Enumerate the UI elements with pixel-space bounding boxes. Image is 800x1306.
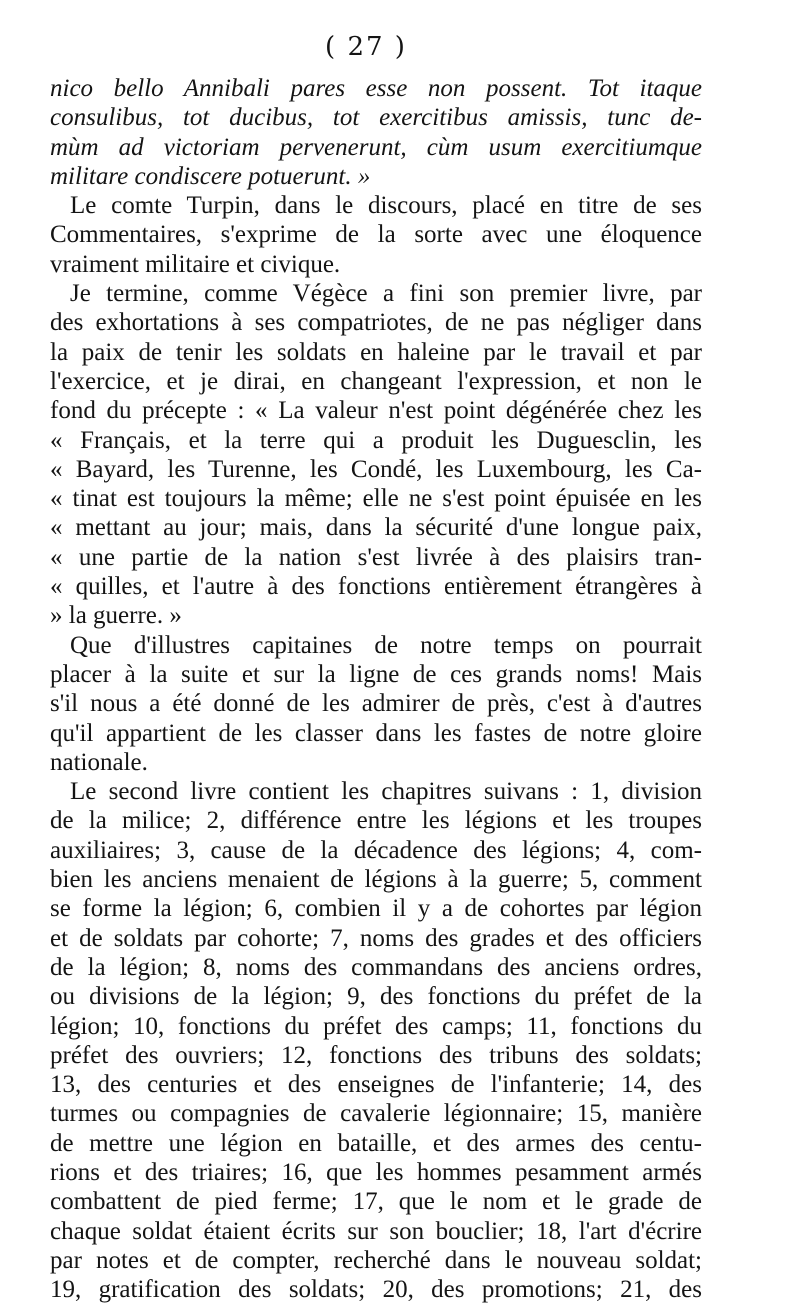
text-line: par notes et de compter, recherché dans le nouveau soldat; bbox=[50, 1246, 702, 1274]
text-line: vraiment militaire et civique. bbox=[50, 250, 341, 278]
text-line: bien les anciens menaient de légions à la guerre; 5, comment bbox=[50, 866, 702, 894]
text-line: la paix de tenir les soldats en haleine par le travail et par bbox=[50, 338, 702, 366]
text-line: 13, des centuries et des enseignes de l'infanterie; 14, des bbox=[50, 1071, 702, 1099]
text-line: Le comte Turpin, dans le discours, placé en titre de ses bbox=[70, 192, 702, 220]
text-line: « mettant au jour; mais, dans la sécurité d'une longue paix, bbox=[50, 514, 702, 542]
text-line: « quilles, et l'autre à des fonctions entièrement étrangères à bbox=[50, 573, 702, 601]
text-line: s'il nous a été donné de les admirer de près, c'est à d'autres bbox=[50, 690, 702, 718]
paragraph-illustres bbox=[50, 631, 704, 777]
text-line: nationale. bbox=[50, 748, 148, 776]
text-line: fond du précepte : « La valeur n'est point dégénérée chez les bbox=[50, 397, 702, 425]
text-line: ou divisions de la légion; 9, des fonctions du préfet de la bbox=[50, 983, 702, 1011]
text-line: nico bello Annibali pares esse non possent. Tot itaque bbox=[50, 75, 702, 102]
text-line: Commentaires, s'exprime de la sorte avec une éloquence bbox=[50, 221, 702, 249]
paragraph-second-livre bbox=[50, 777, 704, 1304]
text-line: Le second livre contient les chapitres suivans : 1, division bbox=[70, 778, 702, 806]
text-line: légion; 10, fonctions du préfet des camps; 11, fonctions du bbox=[50, 1012, 702, 1040]
page-number: ( 27 ) bbox=[325, 32, 407, 62]
text-line: Je termine, comme Végèce a fini son premier livre, par bbox=[70, 280, 702, 308]
text-line: militare condiscere potuerunt. » bbox=[50, 162, 371, 190]
text-line: » la guerre. » bbox=[50, 602, 182, 630]
text-line: qu'il appartient de les classer dans les fastes de notre gloire bbox=[50, 719, 702, 747]
text-line: préfet des ouvriers; 12, fonctions des tribuns des soldats; bbox=[50, 1041, 702, 1069]
paragraph-turpin bbox=[50, 191, 704, 279]
text-line: de la légion; 8, noms des commandans des anciens ordres, bbox=[50, 953, 702, 981]
text-line: turmes ou compagnies de cavalerie légionnaire; 15, manière bbox=[50, 1100, 702, 1128]
text-line: placer à la suite et sur la ligne de ces grands noms! Mais bbox=[50, 660, 702, 688]
text-line: Que d'illustres capitaines de notre temps on pourrait bbox=[70, 631, 702, 659]
text-line: « Bayard, les Turenne, les Condé, les Luxembourg, les Ca- bbox=[50, 455, 702, 483]
text-body bbox=[50, 74, 704, 1304]
text-line: auxiliaires; 3, cause de la décadence des légions; 4, com- bbox=[50, 836, 702, 864]
text-line: « une partie de la nation s'est livrée à des plaisirs tran- bbox=[50, 543, 702, 571]
text-line: et de soldats par cohorte; 7, noms des grades et des officiers bbox=[50, 924, 702, 952]
text-line: l'exercice, et je dirai, en changeant l'expression, et non le bbox=[50, 367, 702, 395]
text-line: « Français, et la terre qui a produit les Duguesclin, les bbox=[50, 426, 702, 454]
text-line: combattent de pied ferme; 17, que le nom et le grade de bbox=[50, 1188, 702, 1216]
text-line: 19, gratification des soldats; 20, des promotions; 21, des bbox=[50, 1276, 702, 1304]
text-line: de la milice; 2, différence entre les légions et les troupes bbox=[50, 807, 702, 835]
text-line: rions et des triaires; 16, que les hommes pesamment armés bbox=[50, 1158, 702, 1186]
text-line: chaque soldat étaient écrits sur son bouclier; 18, l'art d'écrire bbox=[50, 1217, 702, 1245]
paragraph-latin-quote-end bbox=[50, 74, 704, 191]
text-line: « tinat est toujours la même; elle ne s'est point épuisée en les bbox=[50, 485, 702, 513]
text-line: consulibus, tot ducibus, tot exercitibus amissis, tunc de- bbox=[50, 104, 702, 132]
text-line: se forme la légion; 6, combien il y a de cohortes par légion bbox=[50, 895, 702, 923]
text-line: de mettre une légion en bataille, et des armes des centu- bbox=[50, 1129, 702, 1157]
paragraph-je-termine bbox=[50, 279, 704, 631]
text-line: des exhortations à ses compatriotes, de ne pas négliger dans bbox=[50, 309, 702, 337]
text-line: mùm ad victoriam pervenerunt, cùm usum exercitiumque bbox=[50, 133, 702, 161]
